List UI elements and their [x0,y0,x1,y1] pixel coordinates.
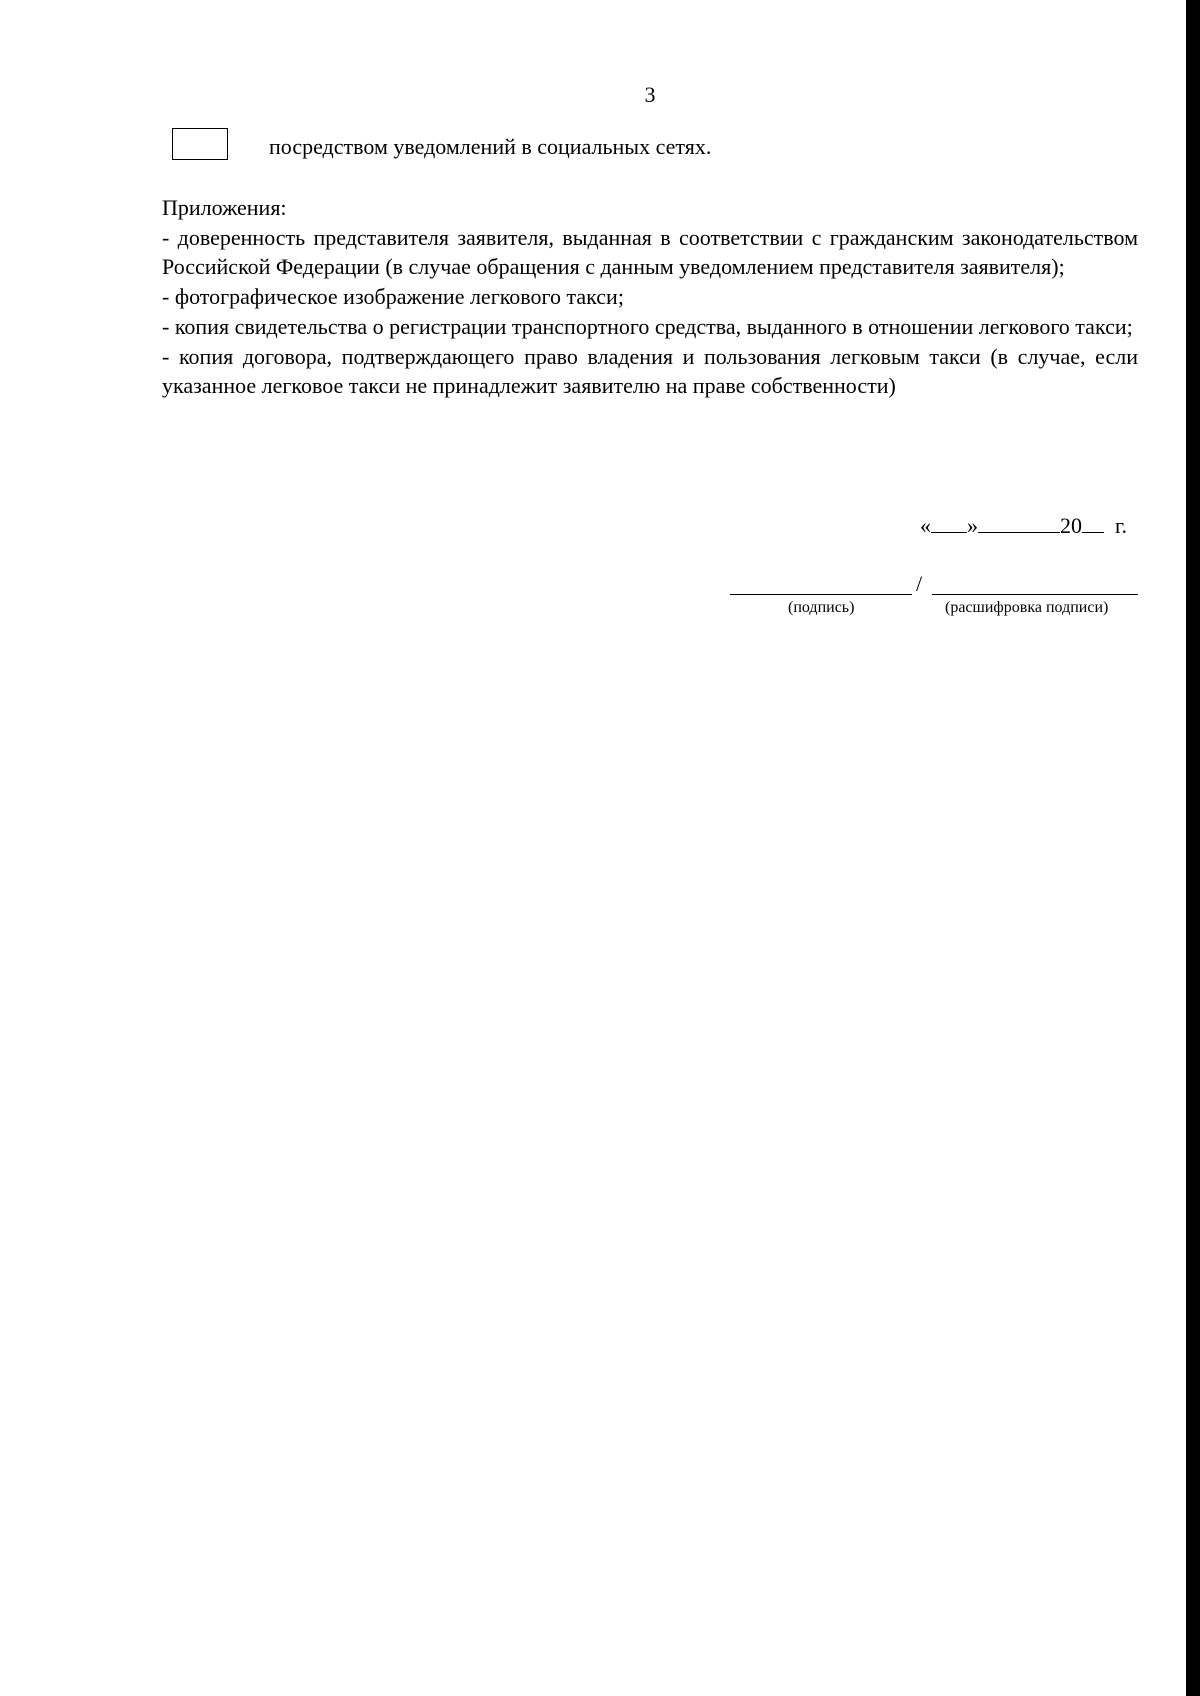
signature-decoding-caption: (расшифровка подписи) [945,599,1109,616]
signature-block [730,572,1140,622]
signature-field[interactable] [730,594,912,595]
attachments-list [162,223,1138,400]
date-line [920,512,1127,539]
signature-decoding-field[interactable] [932,594,1138,595]
social-networks-checkbox[interactable] [172,128,228,160]
attachments-heading: Приложения: [162,195,287,220]
month-blank[interactable] [978,512,1060,533]
year-blank[interactable] [1082,512,1104,533]
attachment-item-registration-certificate: - копия свидетельства о регистрации транспортного средства, выданного в отношении легкового такси; [162,314,1133,339]
page-number: 3 [644,82,656,107]
attachment-item-ownership-contract: - копия договора, подтверждающего право владения и пользования легковым такси (в случае, если указанное легковое такси не принадлежит заявителю на праве собственности) [162,344,1138,398]
signature-caption: (подпись) [788,599,855,616]
year-prefix: 20 [1060,513,1082,538]
notification-option-row [172,128,1072,164]
social-networks-option-label: посредством уведомлений в социальных сетях. [269,134,712,159]
date-open-quote: « [920,513,931,538]
date-close-quote: » [967,513,978,538]
attachments-section [162,193,1138,401]
year-suffix: г. [1115,513,1128,538]
signature-separator: / [916,571,923,596]
scan-edge-border [1186,0,1200,1696]
attachment-item-taxi-photo: - фотографическое изображение легкового такси; [162,284,624,309]
day-blank[interactable] [931,512,967,533]
attachment-item-power-of-attorney: - доверенность представителя заявителя, выданная в соответствии с гражданским законодательством Российской Федерации (в случае обращения с данным уведомлением представителя заявителя); [162,225,1138,279]
